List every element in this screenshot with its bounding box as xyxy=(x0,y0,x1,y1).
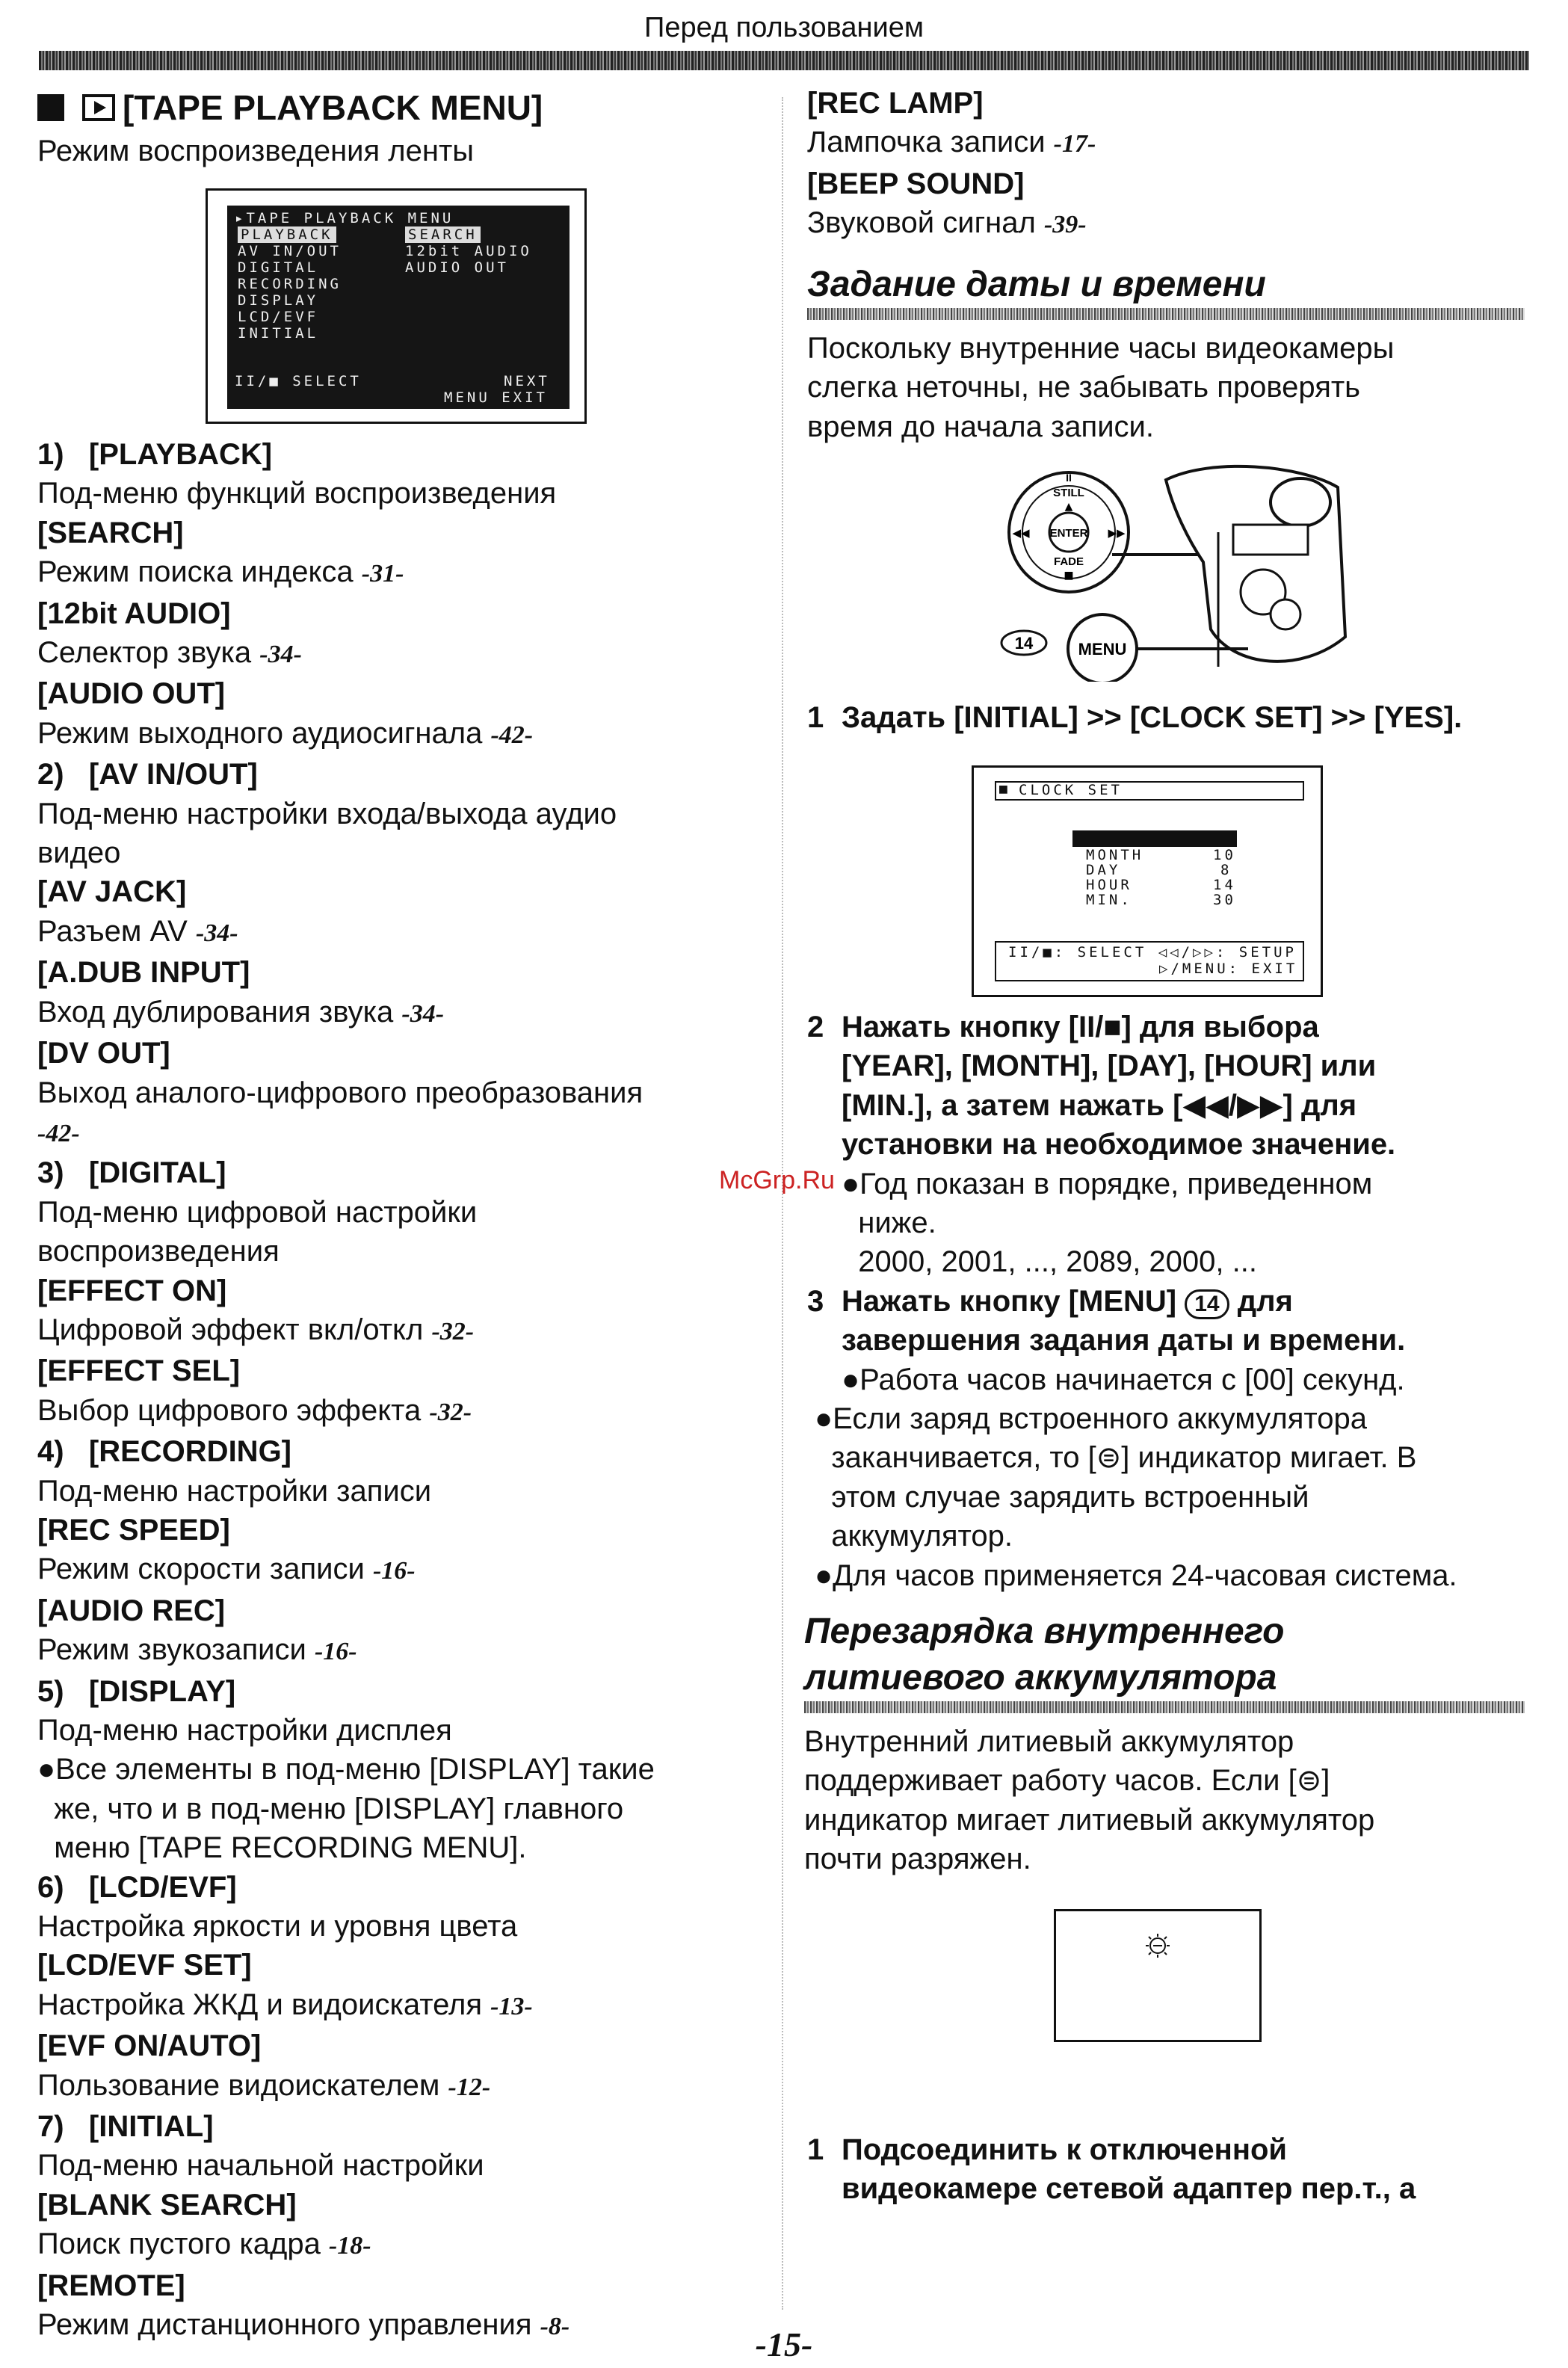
page-reference: -34- xyxy=(401,999,445,1028)
menu-item-heading xyxy=(37,1511,655,1550)
clock-title-bar xyxy=(995,781,1304,801)
line-text: воспроизведения xyxy=(37,1235,280,1268)
line-text: Выход аналого-цифрового преобразования xyxy=(37,1076,643,1109)
line-text: [12bit AUDIO] xyxy=(37,596,231,630)
step-text: [MIN.], а затем нажать [◀◀/▶▶] для xyxy=(842,1088,1357,1122)
page-reference: -16- xyxy=(372,1557,416,1585)
line-text: [EFFECT ON] xyxy=(37,1274,227,1307)
lithium-text-line: Внутренний литиевый аккумулятор xyxy=(804,1725,1294,1758)
tape-playback-menu-screen xyxy=(206,188,587,424)
page-reference: -32- xyxy=(431,1317,475,1345)
step-text: установки на необходимое значение. xyxy=(842,1128,1396,1162)
battery-blink-illustration xyxy=(1056,1911,1259,2040)
camera-lens-icon xyxy=(1271,478,1330,526)
clock-intro-line: Поскольку внутренние часы видеокамеры xyxy=(807,332,1395,365)
menu-screen-item: AV IN/OUT xyxy=(238,243,342,259)
page-reference: -34- xyxy=(259,641,302,669)
menu-screen-subitem: 12bit AUDIO xyxy=(405,243,532,259)
line-text: [AUDIO REC] xyxy=(37,1594,226,1627)
line-text: Под-меню цифровой настройки xyxy=(37,1195,478,1229)
line-text: Режим выходного аудиосигнала xyxy=(37,716,491,750)
menu-description-list-continued xyxy=(807,84,1525,245)
clock-note: ●Для часов применяется 24-часовая система. xyxy=(815,1558,1457,1592)
menu-item-heading xyxy=(37,1271,655,1310)
line-text: Под-меню начальной настройки xyxy=(37,2149,484,2183)
menu-item-description xyxy=(37,474,655,513)
line-text: [REC LAMP] xyxy=(807,87,984,120)
menu-item-heading xyxy=(37,1432,655,1471)
pause-glyph: II xyxy=(1066,472,1072,484)
page-reference: -16- xyxy=(314,1638,357,1666)
page-reference: -31- xyxy=(361,560,404,588)
clock-row-label: MONTH xyxy=(1086,847,1144,863)
menu-item-heading xyxy=(37,1672,655,1711)
clock-footer-line2: ▷/MENU: EXIT xyxy=(1159,961,1298,977)
battery-indicator-screen xyxy=(1054,1909,1262,2042)
line-text: 6) [LCD/EVF] xyxy=(37,1870,237,1904)
lithium-section-heading: литиевого аккумулятора xyxy=(804,1658,1277,1698)
menu-item-description xyxy=(37,1112,655,1153)
menu-item-description xyxy=(37,633,655,674)
line-text: Вход дублирования звука xyxy=(37,995,402,1029)
menu-item-description xyxy=(807,123,1525,164)
menu-item-description xyxy=(37,1193,655,1232)
lithium-battery-icon xyxy=(1146,1934,1170,1958)
menu-item-heading xyxy=(37,514,655,552)
still-label: STILL xyxy=(1053,487,1084,499)
step-number: 2 xyxy=(807,1011,824,1043)
clock-intro-line: слегка неточны, не забывать проверять xyxy=(807,371,1361,404)
clock-step-1 xyxy=(807,698,1462,737)
menu-item-description xyxy=(37,1232,655,1271)
menu-item-heading xyxy=(37,1351,655,1390)
menu-item-description xyxy=(37,1828,655,1867)
clock-row-value: 30 xyxy=(1213,892,1236,908)
line-text: Настройка яркости и уровня цвета xyxy=(37,1910,518,1943)
line-text: [SEARCH] xyxy=(37,516,184,549)
clock-set-screen xyxy=(972,765,1323,997)
right-column xyxy=(804,84,1525,2206)
clock-row-label: MIN. xyxy=(1086,892,1132,908)
step-note: 2000, 2001, ..., 2089, 2000, ... xyxy=(842,1245,1257,1279)
menu-item-description xyxy=(37,2146,655,2185)
page-reference: -39- xyxy=(1043,211,1087,239)
menu-item-description xyxy=(37,833,655,872)
menu-item-description xyxy=(37,2224,655,2266)
menu-item-heading xyxy=(37,872,655,911)
line-text: Разъем AV xyxy=(37,914,196,948)
step-text: Нажать кнопку [MENU] xyxy=(842,1284,1185,1318)
clock-note: аккумулятор. xyxy=(815,1520,1013,1553)
line-text: Лампочка записи xyxy=(807,126,1054,159)
clock-row-label: HOUR xyxy=(1086,877,1132,893)
lithium-section-heading: Перезарядка внутреннего xyxy=(804,1612,1285,1651)
page-reference: -12- xyxy=(448,2073,491,2101)
line-text: Режим дистанционного управления xyxy=(37,2308,540,2342)
clock-note: заканчивается, то [⊜] индикатор мигает. В xyxy=(815,1441,1417,1475)
line-text: Цифровой эффект вкл/откл xyxy=(37,1313,432,1346)
camera-controls-illustration xyxy=(987,457,1375,682)
menu-item-description xyxy=(37,1391,655,1432)
section-title-text: [TAPE PLAYBACK MENU] xyxy=(123,88,543,127)
header-rule xyxy=(39,51,1529,70)
menu-item-heading xyxy=(37,594,655,633)
stop-square-icon: ■ xyxy=(1064,570,1074,582)
clock-section xyxy=(807,262,1525,446)
menu-item-heading xyxy=(807,164,1525,203)
menu-item-heading xyxy=(37,674,655,713)
menu-screen-display xyxy=(227,206,570,409)
clock-section-heading: Задание даты и времени xyxy=(807,265,1266,304)
step-number: 1 xyxy=(807,2133,824,2166)
menu-screen-subitem: AUDIO OUT xyxy=(405,259,509,276)
page-reference: -32- xyxy=(429,1398,472,1426)
watermark: McGrp.Ru xyxy=(719,1166,835,1194)
menu-screen-footer-next: NEXT xyxy=(504,373,550,389)
step-text: Подсоединить к отключенной xyxy=(842,2133,1287,2166)
line-text: Под-меню настройки записи xyxy=(37,1474,432,1508)
fade-label: FADE xyxy=(1053,555,1084,568)
line-text: [REC SPEED] xyxy=(37,1513,230,1547)
line-text: меню [TAPE RECORDING MENU]. xyxy=(37,1831,527,1865)
menu-item-description xyxy=(37,1073,655,1112)
page-header: Перед пользованием xyxy=(644,12,924,43)
enter-label: ENTER xyxy=(1049,527,1088,540)
clock-row-value: 8 xyxy=(1220,862,1232,878)
step-text: Задать [INITIAL] >> [CLOCK SET] >> [YES]. xyxy=(842,701,1463,734)
menu-item-description xyxy=(37,1985,655,2026)
menu-item-heading xyxy=(807,84,1525,123)
line-text: [BLANK SEARCH] xyxy=(37,2188,297,2221)
menu-screen-footer-exit: MENU EXIT xyxy=(444,389,548,406)
lithium-text-line: поддерживает работу часов. Если [⊜] xyxy=(804,1764,1330,1798)
menu-item-description xyxy=(37,714,655,755)
menu-screen-item: INITIAL xyxy=(238,325,319,342)
year-highlight-bar xyxy=(1072,830,1237,847)
camera-grip-icon xyxy=(1233,525,1308,555)
step-text: завершения задания даты и времени. xyxy=(842,1324,1406,1357)
clock-intro-line: время до начала записи. xyxy=(807,410,1155,443)
menu-item-heading xyxy=(37,435,655,474)
lithium-step-1 xyxy=(807,2130,1416,2209)
clock-step-2 xyxy=(807,1008,1457,1595)
line-text: Настройка ЖКД и видоискателя xyxy=(37,1988,491,2021)
page-reference: -17- xyxy=(1053,130,1096,158)
line-text: [EVF ON/AUTO] xyxy=(37,2029,262,2063)
menu-screen-header: ▸TAPE PLAYBACK MENU xyxy=(235,210,454,226)
menu-description-list xyxy=(37,435,655,2347)
menu-item-description xyxy=(37,1310,655,1351)
clock-screen-title: CLOCK SET xyxy=(1019,782,1123,798)
clock-note: ●Если заряд встроенного аккумулятора xyxy=(815,1402,1367,1436)
lithium-text-line: индикатор мигает литиевый аккумулятор xyxy=(804,1803,1375,1837)
step-number: 1 xyxy=(807,701,824,734)
lithium-text-line: почти разряжен. xyxy=(804,1843,1031,1876)
line-text: 7) [INITIAL] xyxy=(37,2110,214,2144)
line-text: 4) [RECORDING] xyxy=(37,1435,291,1469)
lithium-section xyxy=(804,1609,1525,1879)
menu-screen-item: RECORDING xyxy=(238,276,342,292)
page-reference: -42- xyxy=(490,721,534,749)
step-note: ниже. xyxy=(842,1206,936,1240)
line-text: [A.DUB INPUT] xyxy=(37,956,250,990)
menu-item-description xyxy=(37,912,655,953)
page-reference: -8- xyxy=(540,2313,570,2341)
clock-row-value: 14 xyxy=(1213,877,1236,893)
line-text: Поиск пустого кадра xyxy=(37,2227,329,2261)
line-text: 1) [PLAYBACK] xyxy=(37,438,273,471)
heading-rule xyxy=(804,1701,1525,1713)
line-text: Селектор звука xyxy=(37,636,260,670)
menu-item-description xyxy=(37,1789,655,1828)
heading-rule xyxy=(807,308,1525,320)
line-text: ●Все элементы в под-меню [DISPLAY] такие xyxy=(37,1753,655,1786)
line-text: [DV OUT] xyxy=(37,1037,170,1070)
callout-14-label: 14 xyxy=(1014,634,1034,653)
camera-wheel-icon xyxy=(1271,599,1300,629)
line-text: Выбор цифрового эффекта xyxy=(37,1393,430,1427)
menu-item-description xyxy=(37,1907,655,1946)
line-text: [BEEP SOUND] xyxy=(807,167,1025,200)
menu-item-heading xyxy=(37,1034,655,1073)
menu-screen-subitem: SEARCH xyxy=(405,226,481,243)
menu-item-heading xyxy=(37,2107,655,2146)
menu-screen-item: DIGITAL xyxy=(238,259,319,276)
clock-footer-box xyxy=(995,941,1304,981)
line-text: [EFFECT SEL] xyxy=(37,1354,241,1388)
clock-row-label: DAY xyxy=(1086,862,1121,878)
menu-item-description xyxy=(807,203,1525,244)
step-text: видеокамере сетевой адаптер пер.т., а xyxy=(842,2172,1416,2206)
line-text: же, что и в под-меню [DISPLAY] главного xyxy=(37,1792,624,1825)
play-mode-icon xyxy=(82,94,115,121)
menu-item-description xyxy=(37,1472,655,1511)
menu-item-heading xyxy=(37,953,655,992)
step-text: для xyxy=(1229,1284,1293,1318)
menu-item-description xyxy=(37,2066,655,2107)
menu-item-description xyxy=(37,1630,655,1671)
step-note: ●Работа часов начинается с [00] секунд. xyxy=(842,1363,1405,1396)
line-text: Режим звукозаписи xyxy=(37,1633,315,1667)
line-text: [REMOTE] xyxy=(37,2269,185,2302)
play-arrow-icon: ▲ xyxy=(1064,501,1073,513)
line-text: Режим поиска индекса xyxy=(37,555,362,589)
menu-item-description xyxy=(37,993,655,1034)
menu-item-heading xyxy=(37,2026,655,2065)
clock-footer-line1: II/■: SELECT ◁◁/▷▷: SETUP xyxy=(1008,944,1297,961)
menu-item-heading xyxy=(37,1153,655,1192)
menu-item-heading xyxy=(37,2266,655,2305)
menu-mode-icon: ■ xyxy=(999,781,1007,797)
page-reference: -34- xyxy=(195,919,238,947)
step-text: Нажать кнопку [II/■] для выбора xyxy=(842,1011,1319,1043)
line-text: Звуковой сигнал xyxy=(807,206,1044,240)
column-divider xyxy=(782,97,783,2310)
section-title xyxy=(37,84,777,132)
clock-row-value: 10 xyxy=(1213,847,1236,863)
line-text: Под-меню настройки дисплея xyxy=(37,1714,452,1747)
menu-item-heading xyxy=(37,2186,655,2224)
menu-button-label: MENU xyxy=(1078,640,1127,659)
clock-note: этом случае зарядить встроенный xyxy=(815,1480,1309,1514)
line-text: 3) [DIGITAL] xyxy=(37,1156,226,1190)
menu-item-description xyxy=(37,795,655,833)
line-text: видео xyxy=(37,836,121,870)
menu-item-description xyxy=(37,1711,655,1750)
menu-screen-item: DISPLAY xyxy=(238,292,319,309)
line-text: [AUDIO OUT] xyxy=(37,677,226,711)
page-reference: -18- xyxy=(328,2232,371,2260)
menu-item-heading xyxy=(37,1591,655,1630)
step-note: ●Год показан в порядке, приведенном xyxy=(842,1167,1373,1200)
menu-screen-item: LCD/EVF xyxy=(238,309,319,325)
menu-item-heading xyxy=(37,1946,655,1985)
line-text: 2) [AV IN/OUT] xyxy=(37,758,258,792)
fast-forward-icon: ▶▶ xyxy=(1108,526,1126,540)
menu-item-heading xyxy=(37,755,655,794)
line-text: Под-меню настройки входа/выхода аудио xyxy=(37,797,617,830)
page-reference: -42- xyxy=(37,1119,80,1147)
rewind-icon: ◀◀ xyxy=(1012,526,1030,540)
menu-item-description xyxy=(37,1750,655,1789)
line-text: Пользование видоискателем xyxy=(37,2068,448,2102)
section-subtitle: Режим воспроизведения ленты xyxy=(37,135,475,167)
line-text: 5) [DISPLAY] xyxy=(37,1674,236,1708)
menu-screen-footer-select: II/■ SELECT xyxy=(235,373,362,389)
menu-item-heading xyxy=(37,1868,655,1907)
page-number: -15- xyxy=(755,2325,813,2364)
menu-item-description xyxy=(37,1550,655,1591)
line-text: Под-меню функций воспроизведения xyxy=(37,477,557,511)
step-text: [YEAR], [MONTH], [DAY], [HOUR] или xyxy=(842,1049,1377,1083)
menu-screen-item: PLAYBACK xyxy=(238,226,336,243)
page-reference: -13- xyxy=(490,1992,533,2020)
line-text: [AV JACK] xyxy=(37,875,187,909)
step-number: 3 xyxy=(807,1284,824,1318)
line-text: [LCD/EVF SET] xyxy=(37,1949,252,1982)
line-text: Режим скорости записи xyxy=(37,1553,373,1586)
menu-item-description xyxy=(37,552,655,593)
square-bullet-icon xyxy=(37,94,64,121)
callout-14-badge: 14 xyxy=(1185,1289,1229,1319)
